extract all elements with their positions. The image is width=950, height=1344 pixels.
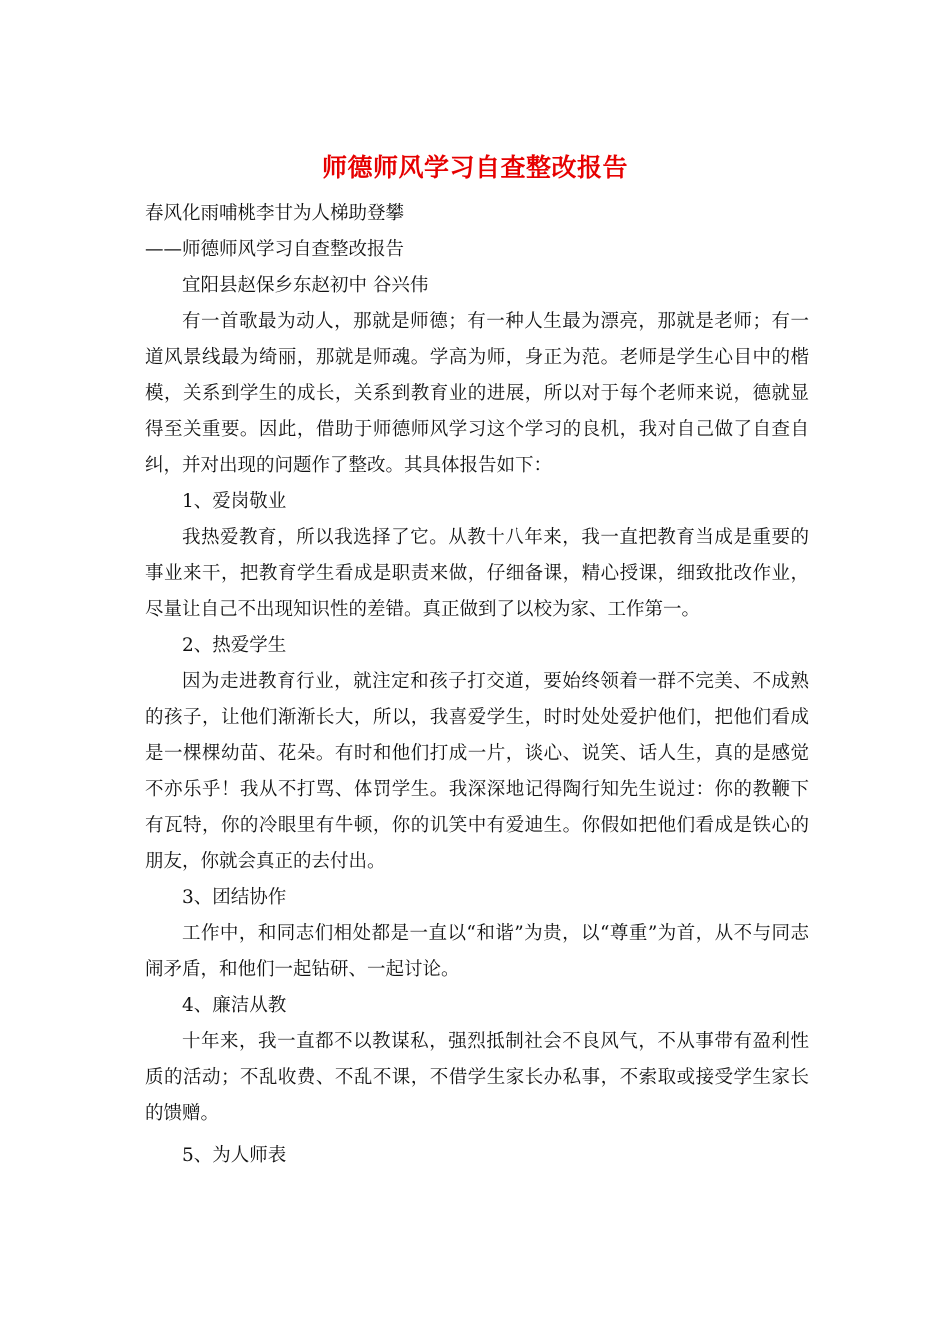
document-title: 师德师风学习自查整改报告 bbox=[321, 153, 628, 182]
document-body bbox=[145, 196, 809, 1174]
document-subtitle: 春风化雨哺桃李甘为人梯助登攀 bbox=[145, 203, 405, 224]
body-paragraph: 工作中，和同志们相处都是一直以“和谐”为贵，以“尊重”为首，从不与同志闹矛盾，和他们一起钻研、一起讨论。 bbox=[145, 923, 809, 980]
document-subheading: ——师德师风学习自查整改报告 bbox=[145, 239, 405, 260]
section-heading: 4、廉洁从教 bbox=[182, 995, 287, 1016]
body-paragraph: 有一首歌最为动人，那就是师德；有一种人生最为漂亮，那就是老师；有一道风景线最为绮丽，那就是师魂。学高为师，身正为范。老师是学生心目中的楷模，关系到学生的成长，关系到教育业的进展，所以对于每个老师来说，德就显得至关重要。因此，借助于师德师风学习这个学习的良机，我对自己做了自查自纠，并对出现的问题作了整改。其具体报告如下： bbox=[145, 311, 809, 476]
section-heading: 5、为人师表 bbox=[182, 1145, 287, 1166]
body-paragraph: 十年来，我一直都不以教谋私，强烈抵制社会不良风气，不从事带有盈利性质的活动；不乱收费、不乱不课，不借学生家长办私事，不索取或接受学生家长的馈赠。 bbox=[145, 1031, 809, 1124]
body-paragraph: 我热爱教育，所以我选择了它。从教十八年来，我一直把教育当成是重要的事业来干，把教育学生看成是职责来做，仔细备课，精心授课，细致批改作业，尽量让自己不出现知识性的差错。真正做到了以校为家、工作第一。 bbox=[145, 527, 809, 620]
section-heading: 3、团结协作 bbox=[182, 887, 287, 908]
section-heading: 1、爱岗敬业 bbox=[182, 491, 287, 512]
section-heading: 2、热爱学生 bbox=[182, 635, 287, 656]
body-paragraph: 因为走进教育行业，就注定和孩子打交道，要始终领着一群不完美、不成熟的孩子，让他们渐渐长大，所以，我喜爱学生，时时处处爱护他们，把他们看成是一棵棵幼苗、花朵。有时和他们打成一片，谈心、说笑、话人生，真的是感觉不亦乐乎！我从不打骂、体罚学生。我深深地记得陶行知先生说过：你的教鞭下有瓦特，你的冷眼里有牛顿，你的讥笑中有爱迪生。你假如把他们看成是铁心的朋友，你就会真正的去付出。 bbox=[145, 671, 809, 872]
document-author: 宜阳县赵保乡东赵初中 谷兴伟 bbox=[182, 275, 429, 296]
